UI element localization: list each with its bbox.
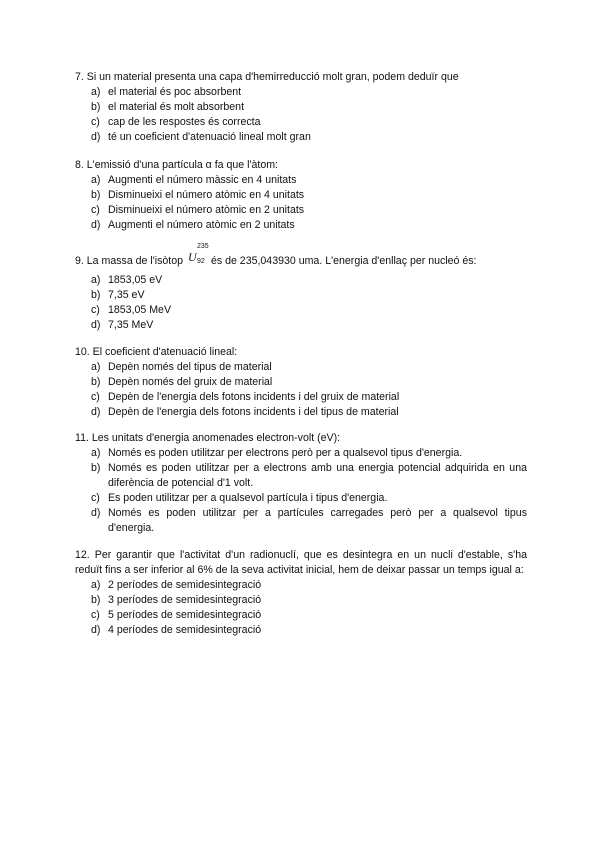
options-list [75,360,527,420]
question-12 [75,548,527,638]
option-text: Només es poden utilitzar per electrons però per a qualsevol tipus d'energia. [108,447,463,459]
option-text: el material és molt absorbent [108,101,245,113]
option [75,218,527,233]
option-text: Només es poden utilitzar per a partícules carregades però per a qualsevol tipus d'energia. [108,507,527,534]
question-9 [75,243,527,333]
option-letter: c) [91,116,100,128]
mass-number: 235 [196,243,209,250]
option-text: 3 períodes de semidesintegració [108,594,262,606]
stem-before: 9. La massa de l'isòtop [75,255,184,267]
option-letter: b) [91,101,101,113]
option-letter: a) [91,579,101,591]
option-letter: b) [91,376,101,388]
option [75,608,527,623]
options-list [75,173,527,233]
question-stem: 11. Les unitats d'energia anomenades electron-volt (eV): [75,432,341,444]
option-text: 7,35 MeV [108,319,154,331]
option-letter: a) [91,174,101,186]
option-text: Depèn de l'energia dels fotons incidents i del gruix de material [108,391,400,403]
question-8 [75,158,527,233]
option-text: Només es poden utilitzar per a electrons amb una energia potencial adquirida en una diferència de potencial d'1 volt. [108,462,527,489]
option [75,173,527,188]
option [75,203,527,218]
option [75,390,527,405]
option [75,188,527,203]
option [75,405,527,420]
option-letter: b) [91,594,101,606]
question-7 [75,70,527,145]
option-text: Es poden utilitzar per a qualsevol partícula i tipus d'energia. [108,492,388,504]
options-list [75,85,527,145]
option-text: el material és poc absorbent [108,86,242,98]
option [75,593,527,608]
option-text: Augmenti el número atòmic en 2 unitats [108,219,295,231]
option-letter: a) [91,86,101,98]
options-list [75,273,527,333]
option-letter: b) [91,289,101,301]
option-text: 7,35 eV [108,289,145,301]
option [75,318,527,333]
option-letter: b) [91,462,101,474]
option [75,273,527,288]
option-text: Augmenti el número màssic en 4 unitats [108,174,297,186]
option-letter: c) [91,391,100,403]
option-text: Depèn només del tipus de material [108,361,272,373]
option-letter: a) [91,274,101,286]
option [75,375,527,390]
option-text: Disminueixi el número atòmic en 4 unitats [108,189,305,201]
option [75,461,527,491]
option-text: cap de les respostes és correcta [108,116,261,128]
isotope-notation [186,243,209,266]
option-letter: d) [91,319,101,331]
question-10 [75,345,527,420]
option-letter: a) [91,361,101,373]
atomic-number: 92 [196,258,205,265]
option-letter: c) [91,304,100,316]
option-text: Depèn només del gruix de material [108,376,273,388]
question-stem: 10. El coeficient d'atenuació lineal: [75,346,238,358]
isotope-symbol: U [187,250,197,264]
option-letter: b) [91,189,101,201]
option [75,303,527,318]
option-letter: d) [91,406,101,418]
option [75,130,527,145]
option-letter: d) [91,624,101,636]
option-letter: c) [91,492,100,504]
option-text: Depèn de l'energia dels fotons incidents i del tipus de material [108,406,399,418]
option-text: 4 períodes de semidesintegració [108,624,262,636]
option-letter: c) [91,204,100,216]
options-list [75,578,527,638]
option [75,360,527,375]
question-stem: 8. L'emissió d'una partícula α fa que l'àtom: [75,159,278,171]
option-text: 5 períodes de semidesintegració [108,609,262,621]
option [75,506,527,536]
option-text: 2 períodes de semidesintegració [108,579,262,591]
stem-after: és de 235,043930 uma. L'energia d'enllaç per nucleó és: [210,255,477,267]
question-stem: 7. Si un material presenta una capa d'hemirreducció molt gran, podem deduïr que [75,71,459,83]
option [75,288,527,303]
question-11 [75,431,527,536]
option [75,491,527,506]
option-letter: d) [91,131,101,143]
option-text: 1853,05 eV [108,274,163,286]
option [75,85,527,100]
question-stem: 12. Per garantir que l'activitat d'un radionuclí, que es desintegra en un nucli d'estable, s'ha reduït fins a ser inferior al 6% de la seva activitat inicial, hem de deixar passar un temps igual a: [75,549,527,576]
option-text: 1853,05 MeV [108,304,172,316]
option-letter: d) [91,507,101,519]
option-letter: d) [91,219,101,231]
question-stem [75,243,527,269]
option [75,446,527,461]
option [75,115,527,130]
option-text: té un coeficient d'atenuació lineal molt gran [108,131,311,143]
option-letter: c) [91,609,100,621]
options-list [75,446,527,536]
option [75,578,527,593]
option-letter: a) [91,447,101,459]
option [75,100,527,115]
option [75,623,527,638]
option-text: Disminueixi el número atòmic en 2 unitats [108,204,305,216]
